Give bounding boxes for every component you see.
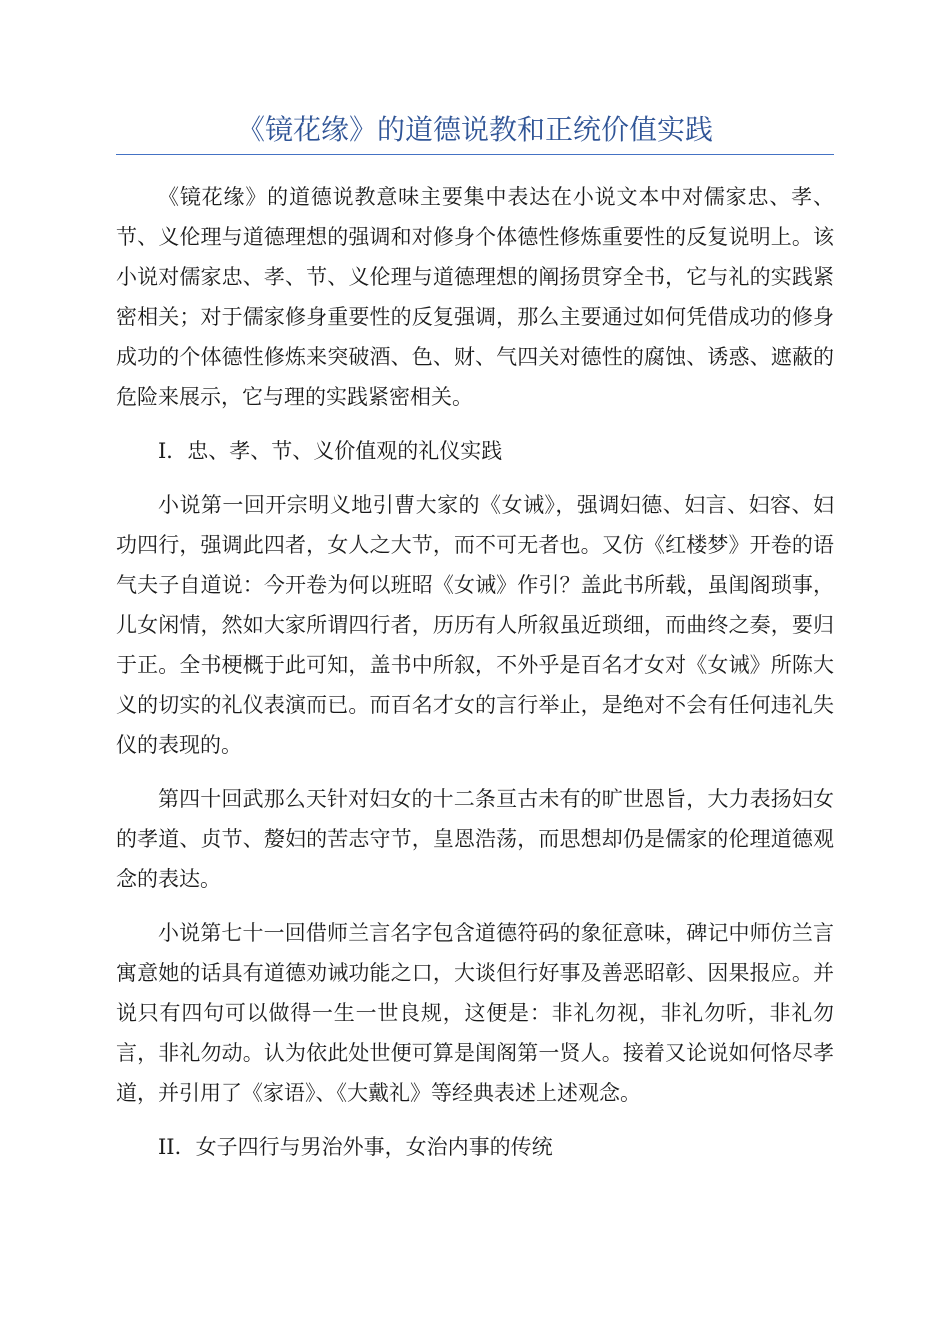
paragraph-nvjie: 小说第一回开宗明义地引曹大家的《女诫》，强调妇德、妇言、妇容、妇功四行，强调此四者，女人之大节，而不可无者也。又仿《红楼梦》开卷的语气夫子自道说：今开卷为何以班昭《女诫》作引？盖此书所载，虽闺阁琐事，儿女闲情，然如大家所谓四行者，历历有人所叙虽近琐细，而曲终之奏，要归于正。全书梗概于此可知，盖书中所叙，不外乎是百名才女对《女诫》所陈大义的切实的礼仪表演而已。而百名才女的言行举止，是绝对不会有任何违礼失仪的表现的。 [116,493,834,757]
paragraph-intro: 《镜花缘》的道德说教意味主要集中表达在小说文本中对儒家忠、孝、节、义伦理与道德理想的强调和对修身个体德性修炼重要性的反复说明上。该小说对儒家忠、孝、节、义伦理与道德理想的阐扬贯穿全书，它与礼的实践紧密相关；对于儒家修身重要性的反复强调，那么主要通过如何凭借成功的修身成功的个体德性修炼来突破酒、色、财、气四关对德性的腐蚀、诱惑、遮蔽的危险来展示，它与理的实践紧密相关。 [116,185,834,409]
section-heading-1: I．忠、孝、节、义价值观的礼仪实践 [158,439,503,463]
document-title: 《镜花缘》的道德说教和正统价值实践 [236,113,713,146]
section-heading-2: II．女子四行与男治外事，女治内事的传统 [158,1135,553,1159]
paragraph-chapter-40: 第四十回武那么天针对妇女的十二条亘古未有的旷世恩旨，大力表扬妇女的孝道、贞节、嫠妇的苦志守节，皇恩浩荡，而思想却仍是儒家的伦理道德观念的表达。 [116,787,834,891]
title-underline [116,154,834,155]
document-page [116,110,834,1181]
paragraph-chapter-71: 小说第七十一回借师兰言名字包含道德符码的象征意味，碑记中师仿兰言寓意她的话具有道德劝诫功能之口，大谈但行好事及善恶昭彰、因果报应。并说只有四句可以做得一生一世良规，这便是：非礼勿视，非礼勿听，非礼勿言，非礼勿动。认为依此处世便可算是闺阁第一贤人。接着又论说如何恪尽孝道，并引用了《家语》、《大戴礼》等经典表述上述观念。 [116,921,834,1105]
